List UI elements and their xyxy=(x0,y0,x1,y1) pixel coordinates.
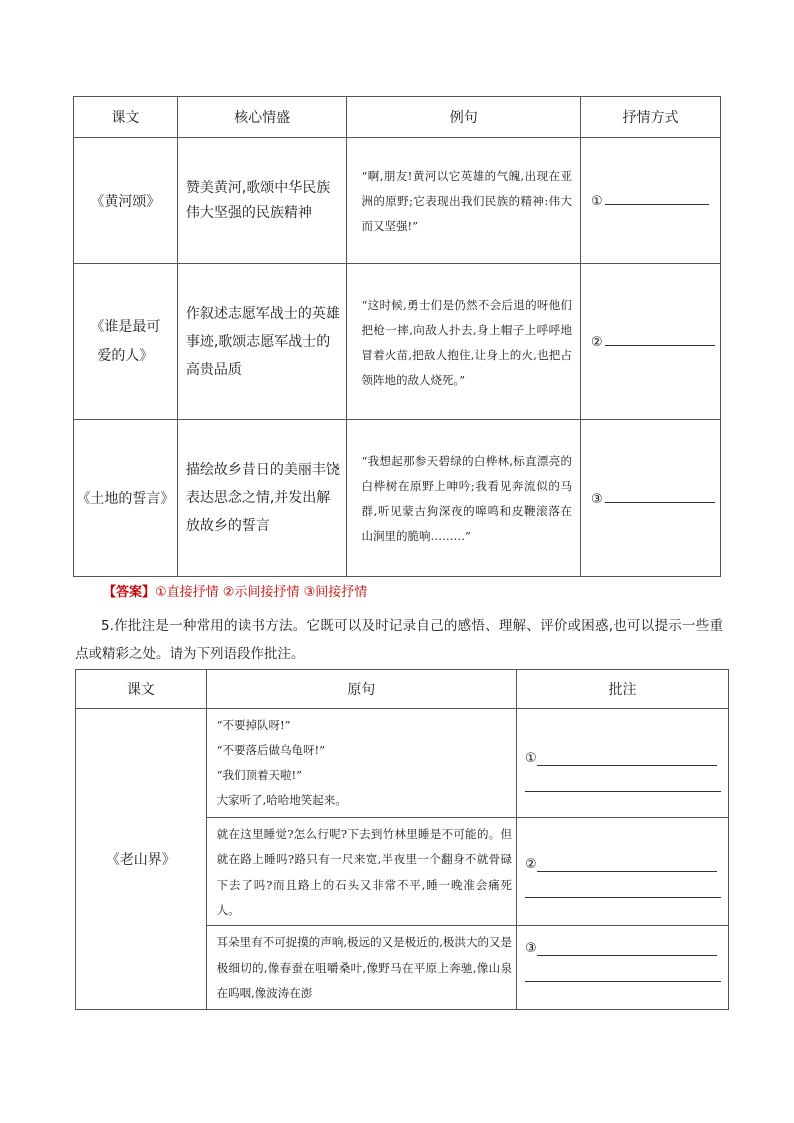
blank-marker: ① xyxy=(525,751,537,766)
text-title: 《谁是最可爱的人》 xyxy=(74,264,178,420)
annotation-blank-line[interactable] xyxy=(525,896,721,898)
answer-blank-line[interactable] xyxy=(605,490,715,503)
annotation-blank-line[interactable] xyxy=(537,954,717,956)
answer-tag: 【答案】 xyxy=(103,585,156,600)
annotation-blank-line[interactable] xyxy=(525,790,721,792)
example-sentence: “啊,朋友!黄河以它英雄的气魄,出现在亚洲的原野;它表现出我们民族的精神:伟大而又坚强!” xyxy=(347,138,581,264)
table-row xyxy=(74,420,721,577)
text-title: 《土地的誓言》 xyxy=(74,420,178,577)
answer-blank-cell[interactable] xyxy=(581,138,721,264)
table-row xyxy=(74,264,721,420)
core-emotion: 赞美黄河,歌颂中华民族伟大坚强的民族精神 xyxy=(177,138,347,264)
source-line: “不要掉队呀!” xyxy=(216,718,291,732)
question-5: 5.作批注是一种常用的读书方法。它既可以及时记录自己的感悟、理解、评价或困惑,也可以提示一些重点或精彩之处。请为下列语段作批注。 xyxy=(75,618,723,662)
source-line: 大家听了,哈哈地笑起来。 xyxy=(216,793,347,807)
blank-marker: ② xyxy=(591,335,603,350)
answer-line xyxy=(103,581,367,600)
text-title: 《老山界》 xyxy=(76,709,207,1010)
header-annotation: 批注 xyxy=(517,670,729,709)
source-line: “我们顶着天啦!” xyxy=(216,768,303,782)
annotation-blank-line[interactable] xyxy=(537,764,717,766)
answer-content: ①直接抒情 ②示间接抒情 ③间接抒情 xyxy=(155,585,368,600)
table-row xyxy=(76,709,729,818)
table-header-row xyxy=(74,97,721,138)
table-header-row xyxy=(76,670,729,709)
annotation-blank-cell[interactable] xyxy=(517,926,729,1010)
annotation-blank-line[interactable] xyxy=(537,870,717,872)
answer-blank-cell[interactable] xyxy=(581,264,721,420)
header-text: 课文 xyxy=(74,97,178,138)
blank-marker: ③ xyxy=(591,491,603,507)
blank-marker: ③ xyxy=(525,941,537,956)
core-emotion: 描绘故乡昔日的美丽丰饶表达思念之情,并发出解放故乡的誓言 xyxy=(177,420,347,577)
table-row xyxy=(74,138,721,264)
annotation-table xyxy=(75,669,729,1010)
answer-blank-line[interactable] xyxy=(605,333,715,346)
example-sentence: “这时候,勇士们是仍然不会后退的呀他们把枪一摔,向敌人扑去,身上帽子上呼呼地冒着火苗,把敌人抱住,让身上的火,也把占领阵地的敌人烧死。” xyxy=(347,264,581,420)
core-emotion: 作叙述志愿军战士的英雄事迹,歌颂志愿军战士的高贵品质 xyxy=(177,264,347,420)
answer-blank-cell[interactable] xyxy=(581,420,721,577)
source-passage xyxy=(206,709,516,818)
blank-marker: ② xyxy=(525,856,537,872)
lyric-methods-table xyxy=(73,96,721,577)
blank-marker: ① xyxy=(591,194,603,209)
source-line: “不要落后做乌龟呀!” xyxy=(216,743,326,757)
header-source: 原句 xyxy=(206,670,516,709)
header-method: 抒情方式 xyxy=(581,97,721,138)
header-core: 核心情盛 xyxy=(177,97,347,138)
annotation-blank-cell[interactable] xyxy=(517,709,729,818)
text-title: 《黄河颂》 xyxy=(74,138,178,264)
answer-blank-line[interactable] xyxy=(605,192,709,205)
annotation-blank-line[interactable] xyxy=(525,980,721,982)
source-passage: 就在这里睡觉?怎么行呢?下去到竹林里睡是不可能的。但就在路上睡吗?路只有一尺来宽,半夜里一个翻身不就骨碌下去了吗?而且路上的石头又非常不平,睡一晚准会痛死人。 xyxy=(206,818,516,926)
annotation-blank-cell[interactable] xyxy=(517,818,729,926)
header-example: 例句 xyxy=(347,97,581,138)
example-sentence: “我想起那参天碧绿的白桦林,标直漂亮的白桦树在原野上呻吟;我看见奔流似的马群,听见蒙古狗深夜的嗥鸣和皮鞭滚落在山涧里的脆响………” xyxy=(347,420,581,577)
source-passage: 耳朵里有不可捉摸的声响,极远的又是极近的,极洪大的又是极细切的,像春蚕在咀嚼桑叶,像野马在平原上奔驰,像山泉在呜咽,像波涛在澎 xyxy=(206,926,516,1010)
header-text: 课文 xyxy=(76,670,207,709)
